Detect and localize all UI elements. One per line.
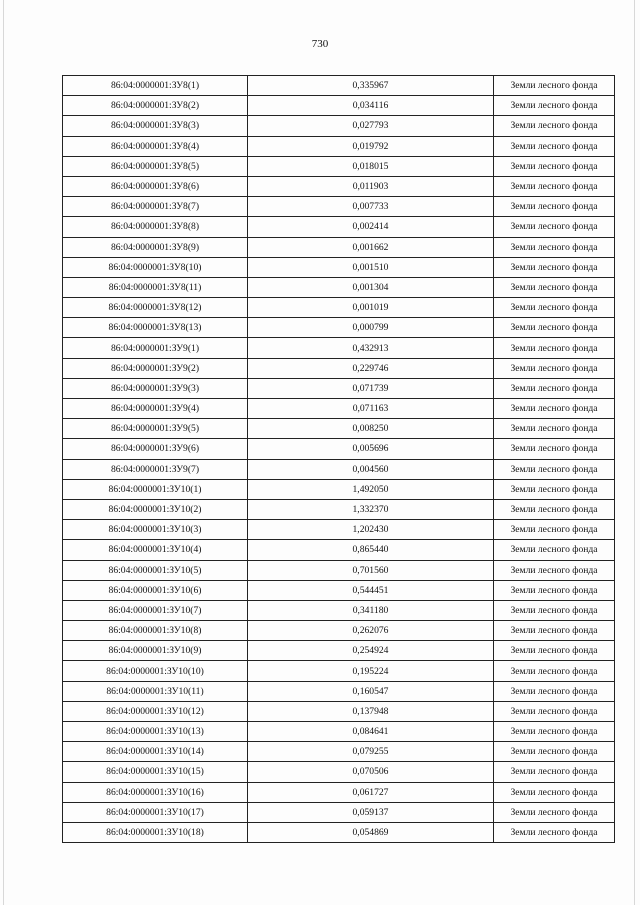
table-row <box>63 156 615 176</box>
land-category-cell: Земли лесного фонда <box>494 742 615 762</box>
land-category-cell: Земли лесного фонда <box>494 156 615 176</box>
cadastral-number-cell: 86:04:0000001:ЗУ8(13) <box>63 318 248 338</box>
cadastral-number-cell: 86:04:0000001:ЗУ8(9) <box>63 237 248 257</box>
cadastral-number-cell: 86:04:0000001:ЗУ8(7) <box>63 197 248 217</box>
table-row <box>63 298 615 318</box>
land-category-cell: Земли лесного фонда <box>494 197 615 217</box>
cadastral-number-cell: 86:04:0000001:ЗУ8(2) <box>63 96 248 116</box>
area-cell: 0,137948 <box>248 701 494 721</box>
area-cell: 0,865440 <box>248 540 494 560</box>
land-category-cell: Земли лесного фонда <box>494 661 615 681</box>
area-cell: 0,254924 <box>248 641 494 661</box>
cadastral-number-cell: 86:04:0000001:ЗУ10(5) <box>63 560 248 580</box>
table-row <box>63 822 615 842</box>
area-cell: 0,001019 <box>248 298 494 318</box>
cadastral-number-cell: 86:04:0000001:ЗУ8(6) <box>63 176 248 196</box>
land-category-cell: Земли лесного фонда <box>494 600 615 620</box>
cadastral-number-cell: 86:04:0000001:ЗУ10(9) <box>63 641 248 661</box>
area-cell: 0,007733 <box>248 197 494 217</box>
cadastral-number-cell: 86:04:0000001:ЗУ10(8) <box>63 621 248 641</box>
cadastral-number-cell: 86:04:0000001:ЗУ10(10) <box>63 661 248 681</box>
land-plots-table <box>62 75 615 843</box>
area-cell: 0,071163 <box>248 399 494 419</box>
area-cell: 0,018015 <box>248 156 494 176</box>
table-row <box>63 600 615 620</box>
table-row <box>63 459 615 479</box>
land-category-cell: Земли лесного фонда <box>494 96 615 116</box>
land-category-cell: Земли лесного фонда <box>494 762 615 782</box>
land-category-cell: Земли лесного фонда <box>494 399 615 419</box>
table-body <box>63 76 615 843</box>
cadastral-number-cell: 86:04:0000001:ЗУ8(5) <box>63 156 248 176</box>
cadastral-number-cell: 86:04:0000001:ЗУ8(10) <box>63 257 248 277</box>
area-cell: 0,262076 <box>248 621 494 641</box>
table-row <box>63 76 615 96</box>
cadastral-number-cell: 86:04:0000001:ЗУ10(13) <box>63 722 248 742</box>
land-category-cell: Земли лесного фонда <box>494 378 615 398</box>
land-category-cell: Земли лесного фонда <box>494 298 615 318</box>
cadastral-number-cell: 86:04:0000001:ЗУ9(7) <box>63 459 248 479</box>
land-category-cell: Земли лесного фонда <box>494 217 615 237</box>
area-cell: 0,004560 <box>248 459 494 479</box>
cadastral-number-cell: 86:04:0000001:ЗУ8(12) <box>63 298 248 318</box>
cadastral-number-cell: 86:04:0000001:ЗУ10(7) <box>63 600 248 620</box>
land-category-cell: Земли лесного фонда <box>494 641 615 661</box>
cadastral-number-cell: 86:04:0000001:ЗУ10(17) <box>63 802 248 822</box>
table-row <box>63 782 615 802</box>
area-cell: 1,202430 <box>248 520 494 540</box>
area-cell: 0,002414 <box>248 217 494 237</box>
land-category-cell: Земли лесного фонда <box>494 681 615 701</box>
table-row <box>63 742 615 762</box>
land-category-cell: Земли лесного фонда <box>494 479 615 499</box>
scan-edge-right <box>634 0 635 905</box>
area-cell: 0,011903 <box>248 176 494 196</box>
area-cell: 0,001510 <box>248 257 494 277</box>
area-cell: 0,001662 <box>248 237 494 257</box>
area-cell: 0,071739 <box>248 378 494 398</box>
land-category-cell: Земли лесного фонда <box>494 560 615 580</box>
table-row <box>63 520 615 540</box>
land-category-cell: Земли лесного фонда <box>494 419 615 439</box>
cadastral-number-cell: 86:04:0000001:ЗУ9(5) <box>63 419 248 439</box>
cadastral-number-cell: 86:04:0000001:ЗУ10(6) <box>63 580 248 600</box>
area-cell: 0,019792 <box>248 136 494 156</box>
cadastral-number-cell: 86:04:0000001:ЗУ10(1) <box>63 479 248 499</box>
table-row <box>63 641 615 661</box>
land-category-cell: Земли лесного фонда <box>494 136 615 156</box>
area-cell: 0,335967 <box>248 76 494 96</box>
land-category-cell: Земли лесного фонда <box>494 822 615 842</box>
area-cell: 0,000799 <box>248 318 494 338</box>
table-row <box>63 136 615 156</box>
cadastral-number-cell: 86:04:0000001:ЗУ8(1) <box>63 76 248 96</box>
land-category-cell: Земли лесного фонда <box>494 439 615 459</box>
page-number: 730 <box>311 38 329 50</box>
table-row <box>63 257 615 277</box>
cadastral-number-cell: 86:04:0000001:ЗУ8(3) <box>63 116 248 136</box>
table-row <box>63 419 615 439</box>
table-row <box>63 217 615 237</box>
cadastral-number-cell: 86:04:0000001:ЗУ9(3) <box>63 378 248 398</box>
land-category-cell: Земли лесного фонда <box>494 76 615 96</box>
area-cell: 0,061727 <box>248 782 494 802</box>
table-row <box>63 197 615 217</box>
land-category-cell: Земли лесного фонда <box>494 621 615 641</box>
area-cell: 0,544451 <box>248 580 494 600</box>
table-row <box>63 560 615 580</box>
cadastral-number-cell: 86:04:0000001:ЗУ10(16) <box>63 782 248 802</box>
table-row <box>63 580 615 600</box>
table-row <box>63 762 615 782</box>
cadastral-number-cell: 86:04:0000001:ЗУ8(11) <box>63 277 248 297</box>
table-row <box>63 802 615 822</box>
area-cell: 0,008250 <box>248 419 494 439</box>
area-cell: 0,229746 <box>248 358 494 378</box>
table-row <box>63 358 615 378</box>
area-cell: 0,084641 <box>248 722 494 742</box>
table-row <box>63 479 615 499</box>
area-cell: 0,070506 <box>248 762 494 782</box>
land-category-cell: Земли лесного фонда <box>494 318 615 338</box>
table-row <box>63 681 615 701</box>
land-category-cell: Земли лесного фонда <box>494 580 615 600</box>
cadastral-number-cell: 86:04:0000001:ЗУ8(8) <box>63 217 248 237</box>
area-cell: 0,432913 <box>248 338 494 358</box>
table-row <box>63 499 615 519</box>
area-cell: 1,332370 <box>248 499 494 519</box>
area-cell: 0,054869 <box>248 822 494 842</box>
land-category-cell: Земли лесного фонда <box>494 540 615 560</box>
table-row <box>63 96 615 116</box>
land-category-cell: Земли лесного фонда <box>494 237 615 257</box>
land-category-cell: Земли лесного фонда <box>494 499 615 519</box>
table-row <box>63 661 615 681</box>
cadastral-number-cell: 86:04:0000001:ЗУ9(1) <box>63 338 248 358</box>
land-category-cell: Земли лесного фонда <box>494 338 615 358</box>
table-row <box>63 399 615 419</box>
cadastral-number-cell: 86:04:0000001:ЗУ10(14) <box>63 742 248 762</box>
cadastral-number-cell: 86:04:0000001:ЗУ10(4) <box>63 540 248 560</box>
cadastral-number-cell: 86:04:0000001:ЗУ10(18) <box>63 822 248 842</box>
cadastral-number-cell: 86:04:0000001:ЗУ10(11) <box>63 681 248 701</box>
scan-edge-left <box>3 0 4 905</box>
area-cell: 0,701560 <box>248 560 494 580</box>
land-category-cell: Земли лесного фонда <box>494 459 615 479</box>
land-category-cell: Земли лесного фонда <box>494 257 615 277</box>
area-cell: 1,492050 <box>248 479 494 499</box>
land-category-cell: Земли лесного фонда <box>494 277 615 297</box>
area-cell: 0,160547 <box>248 681 494 701</box>
area-cell: 0,195224 <box>248 661 494 681</box>
area-cell: 0,079255 <box>248 742 494 762</box>
area-cell: 0,059137 <box>248 802 494 822</box>
table-row <box>63 176 615 196</box>
table-row <box>63 378 615 398</box>
table-row <box>63 318 615 338</box>
land-category-cell: Земли лесного фонда <box>494 520 615 540</box>
table-row <box>63 722 615 742</box>
cadastral-number-cell: 86:04:0000001:ЗУ10(15) <box>63 762 248 782</box>
table-row <box>63 338 615 358</box>
cadastral-number-cell: 86:04:0000001:ЗУ10(3) <box>63 520 248 540</box>
table-row <box>63 540 615 560</box>
area-cell: 0,001304 <box>248 277 494 297</box>
area-cell: 0,341180 <box>248 600 494 620</box>
table-row <box>63 277 615 297</box>
cadastral-number-cell: 86:04:0000001:ЗУ10(2) <box>63 499 248 519</box>
land-category-cell: Земли лесного фонда <box>494 722 615 742</box>
cadastral-number-cell: 86:04:0000001:ЗУ8(4) <box>63 136 248 156</box>
land-category-cell: Земли лесного фонда <box>494 358 615 378</box>
area-cell: 0,005696 <box>248 439 494 459</box>
cadastral-number-cell: 86:04:0000001:ЗУ9(2) <box>63 358 248 378</box>
cadastral-number-cell: 86:04:0000001:ЗУ9(4) <box>63 399 248 419</box>
land-category-cell: Земли лесного фонда <box>494 802 615 822</box>
land-category-cell: Земли лесного фонда <box>494 176 615 196</box>
table-row <box>63 439 615 459</box>
table-row <box>63 701 615 721</box>
table-row <box>63 116 615 136</box>
land-category-cell: Земли лесного фонда <box>494 116 615 136</box>
land-category-cell: Земли лесного фонда <box>494 782 615 802</box>
table-row <box>63 237 615 257</box>
table-row <box>63 621 615 641</box>
land-category-cell: Земли лесного фонда <box>494 701 615 721</box>
area-cell: 0,027793 <box>248 116 494 136</box>
area-cell: 0,034116 <box>248 96 494 116</box>
cadastral-number-cell: 86:04:0000001:ЗУ10(12) <box>63 701 248 721</box>
cadastral-number-cell: 86:04:0000001:ЗУ9(6) <box>63 439 248 459</box>
